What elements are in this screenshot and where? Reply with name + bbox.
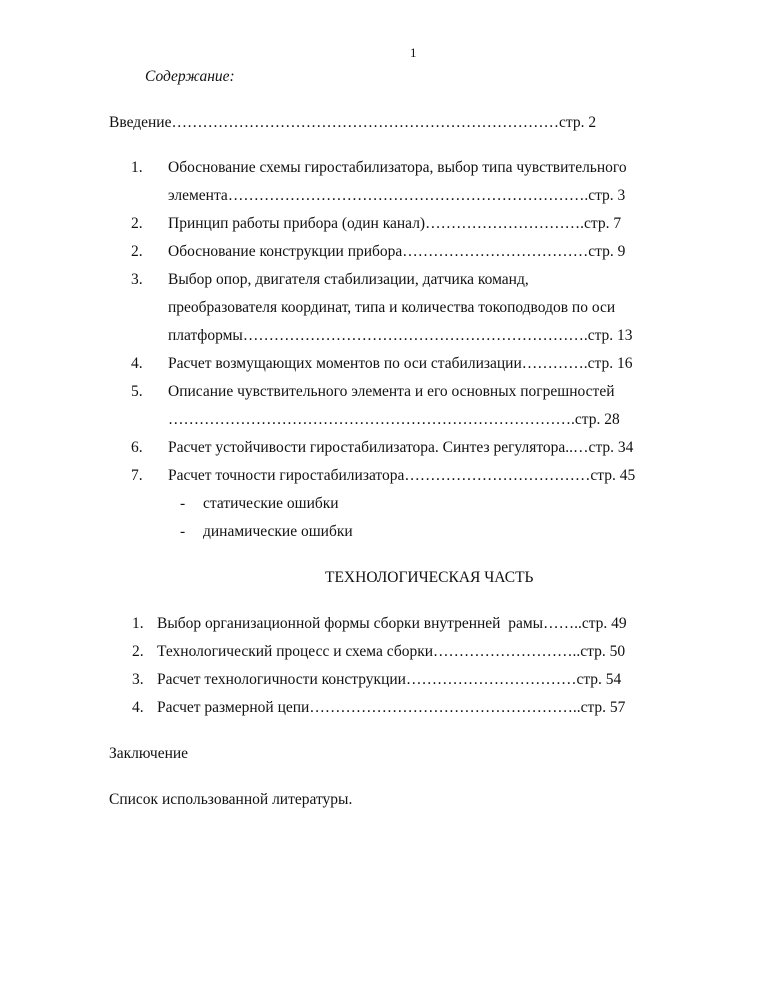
tech-item-number: 3. bbox=[132, 671, 144, 688]
page-number: 1 bbox=[410, 45, 417, 60]
tech-item-number: 4. bbox=[132, 699, 144, 716]
sub-item-text: динамические ошибки bbox=[203, 523, 353, 540]
sub-item-dash: - bbox=[180, 495, 186, 512]
toc-item-line: Расчет точности гиростабилизатора………………………………стр. 45 bbox=[168, 467, 636, 484]
tech-item-text: Расчет размерной цепи……………………………………………..стр. 57 bbox=[157, 699, 626, 716]
toc-intro: Введение…………………………………………………………………стр. 2 bbox=[109, 114, 597, 131]
toc-item-number: 1. bbox=[131, 159, 143, 176]
toc-item-line: Описание чувствительного элемента и его основных погрешностей bbox=[168, 383, 615, 400]
tech-item-text: Технологический процесс и схема сборки………………………..стр. 50 bbox=[157, 643, 626, 660]
toc-item-line: Расчет устойчивости гиростабилизатора. Синтез регулятора..…стр. 34 bbox=[168, 439, 634, 456]
toc-item-number: 2. bbox=[131, 215, 143, 232]
sub-item-text: статические ошибки bbox=[203, 495, 339, 512]
conclusion: Заключение bbox=[109, 745, 189, 762]
toc-item-number: 3. bbox=[131, 271, 143, 288]
toc-heading: Содержание: bbox=[145, 68, 235, 85]
toc-item-line: платформы………………………………………………………….стр. 13 bbox=[168, 327, 633, 344]
tech-heading: ТЕХНОЛОГИЧЕСКАЯ ЧАСТЬ bbox=[325, 569, 534, 586]
toc-item-line: Обоснование конструкции прибора………………………………стр. 9 bbox=[168, 243, 626, 260]
toc-item-number: 6. bbox=[131, 439, 143, 456]
toc-item-line: …………………………………………………………………….стр. 28 bbox=[168, 411, 620, 428]
tech-item-number: 2. bbox=[132, 643, 144, 660]
toc-item-line: элемента…………………………………………………………….стр. 3 bbox=[168, 187, 626, 204]
tech-item-number: 1. bbox=[132, 615, 144, 632]
toc-item-line: Обоснование схемы гиростабилизатора, выбор типа чувствительного bbox=[168, 159, 627, 176]
toc-item-line: Выбор опор, двигателя стабилизации, датчика команд, bbox=[168, 271, 529, 288]
toc-item-number: 7. bbox=[131, 467, 143, 484]
toc-item-line: Принцип работы прибора (один канал)………………………….стр. 7 bbox=[168, 215, 622, 232]
tech-item-text: Выбор организационной формы сборки внутренней рамы……..стр. 49 bbox=[157, 615, 627, 632]
toc-item-line: преобразователя координат, типа и количества токоподводов по оси bbox=[168, 299, 616, 316]
toc-item-number: 5. bbox=[131, 383, 143, 400]
toc-item-number: 4. bbox=[131, 355, 143, 372]
references: Список использованной литературы. bbox=[109, 791, 353, 808]
sub-item-dash: - bbox=[180, 523, 186, 540]
tech-item-text: Расчет технологичности конструкции……………………………стр. 54 bbox=[157, 671, 622, 688]
toc-item-line: Расчет возмущающих моментов по оси стабилизации………….стр. 16 bbox=[168, 355, 633, 372]
toc-item-number: 2. bbox=[131, 243, 143, 260]
